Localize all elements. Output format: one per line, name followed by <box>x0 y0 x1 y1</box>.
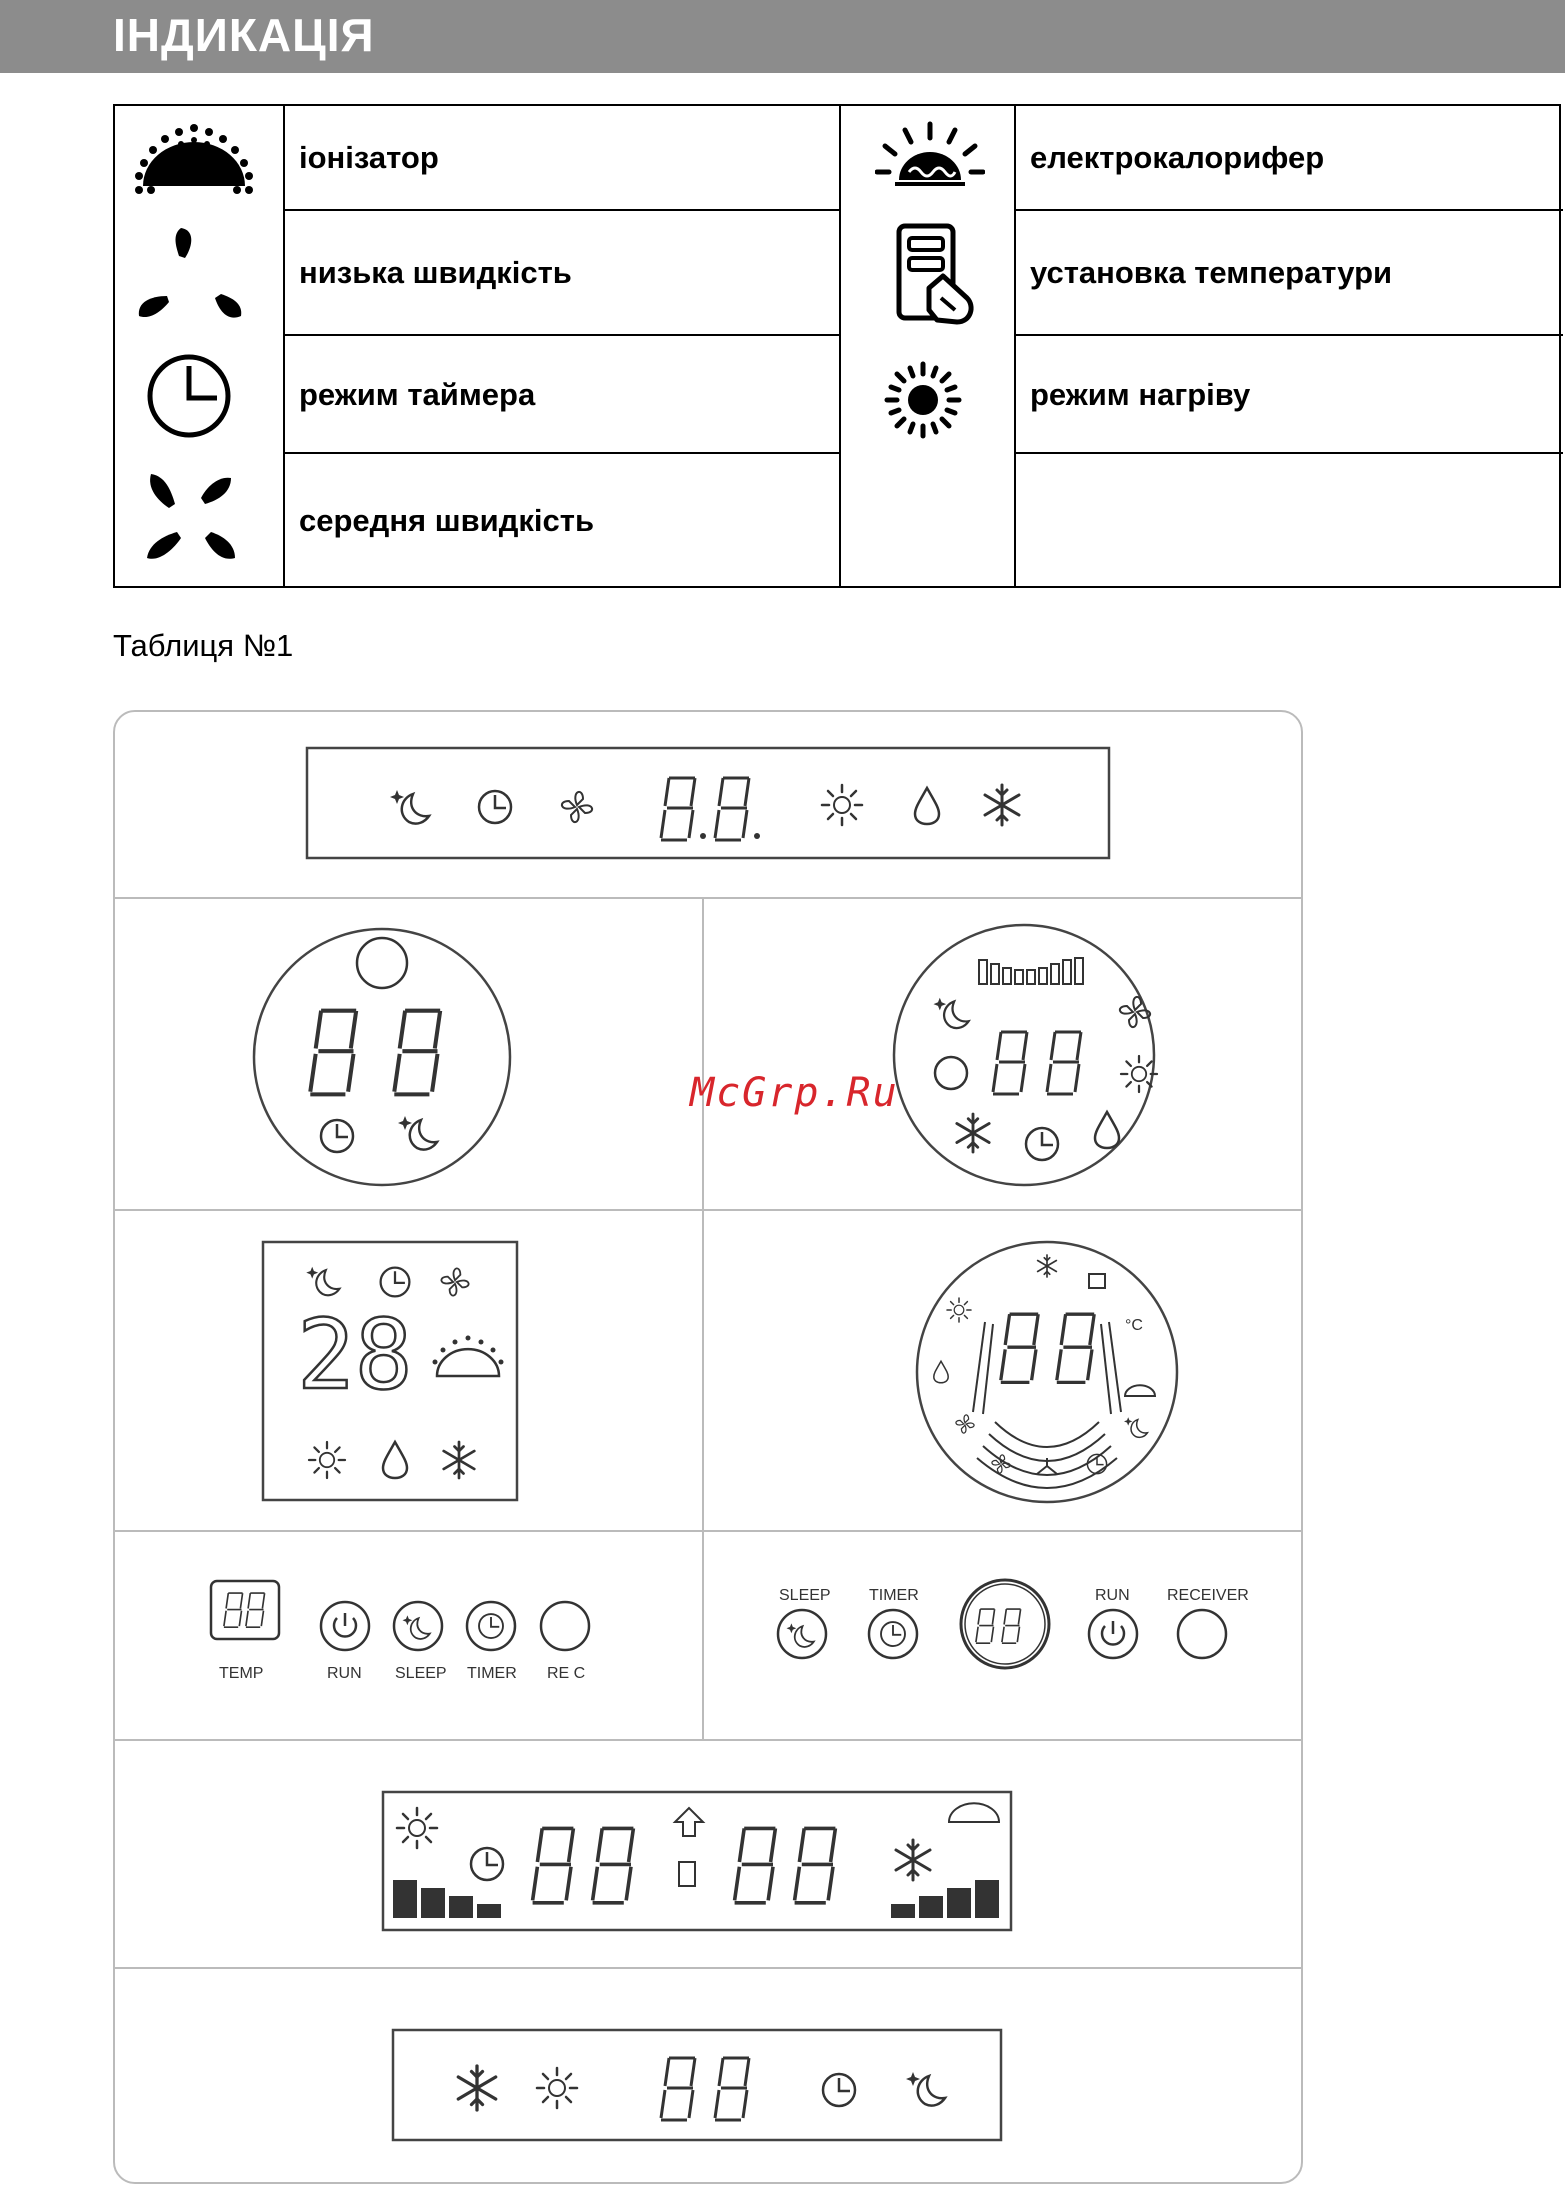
display-panels-grid <box>113 710 1303 2184</box>
timer-clock-icon <box>145 352 233 440</box>
label-rec: RE C <box>547 1665 586 1682</box>
fan-medium-icon <box>141 468 241 568</box>
fan-low-icon <box>135 224 245 324</box>
legend-label-timer: режим таймера <box>299 377 536 412</box>
page-title: ІНДИКАЦІЯ <box>113 9 375 61</box>
legend-label-ionizer: іонізатор <box>299 140 439 175</box>
label-sleep: SLEEP <box>395 1665 447 1682</box>
watermark: McGrp.Ru <box>690 1070 899 1116</box>
label-sleep-right: SLEEP <box>779 1587 831 1604</box>
label-receiver: RECEIVER <box>1167 1587 1249 1604</box>
label-temp: TEMP <box>219 1665 264 1682</box>
legend-label-medium-speed: середня швидкість <box>299 503 594 538</box>
sun-icon <box>883 360 963 440</box>
legend-label-temperature-setting: установка температури <box>1030 255 1393 290</box>
remote-hand-icon <box>893 222 983 326</box>
label-run: RUN <box>327 1665 362 1682</box>
display-panels-drawing <box>115 712 1305 2186</box>
round-panel-unit: °C <box>1125 1317 1143 1334</box>
legend-label-low-speed: низька швидкість <box>299 255 572 290</box>
ionizer-icon <box>135 120 253 196</box>
label-timer: TIMER <box>467 1665 517 1682</box>
legend-table <box>113 104 1561 588</box>
label-timer-right: TIMER <box>869 1587 919 1604</box>
legend-label-heater: електрокалорифер <box>1030 140 1325 175</box>
label-run-right: RUN <box>1095 1587 1130 1604</box>
legend-label-heating-mode: режим нагріву <box>1030 377 1251 412</box>
square-panel-value: 28 <box>297 1299 413 1411</box>
table-caption: Таблиця №1 <box>113 628 294 663</box>
heater-icon <box>875 120 985 200</box>
